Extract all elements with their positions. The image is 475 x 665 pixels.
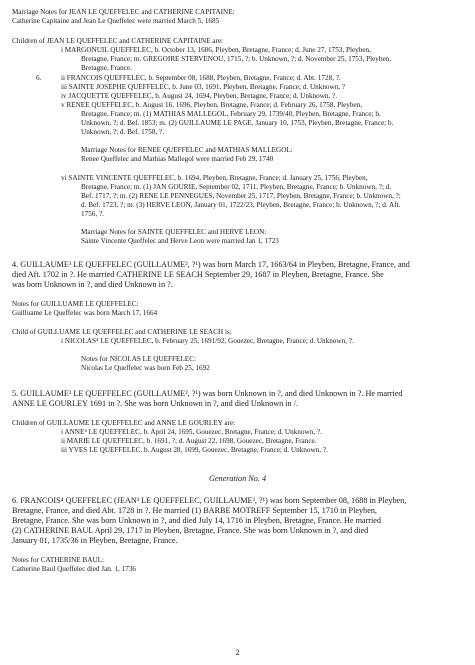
- text-line: ANNE LE GOURLEY 1691 in ?. She was born Unknown in ?, and died Unknown in /.: [12, 399, 298, 408]
- text-line: i NICOLAS⁴ LE QUEFFELEC, b. February 25, 1691/92, Gouezec, Bretagne, France; d. Unknown, ?.: [61, 337, 354, 345]
- text-line: Child of GUILLUAME LE QUEFFELEC and CATHERINE LE SEACH is:: [12, 328, 232, 336]
- text-line: vi SAINTE VINCENTE QUEFFELEC, b. 1694, Pleyben, Bretagne, France; d. January 25, 1756, Pleyben,: [61, 174, 368, 182]
- text-line: 1756, ?.: [81, 210, 104, 218]
- text-line: Children of GUILLAUME LE QUEFFELEC and ANNE LE GOURLEY are:: [12, 419, 236, 427]
- text-line: iv JACQUETTE QUEFFELEC, b. August 24, 1694, Pleyben, Bretagne, France; d. Unknown, ?.: [61, 92, 338, 100]
- text-line: 6.: [36, 74, 42, 82]
- text-line: Marriage Notes for JEAN LE QUEFFELEC and CATHERINE CAPITAINE:: [12, 8, 235, 16]
- text-line: (2) CATHERINE BAUL April 29, 1717 in Pleyben, Bretagne, France. She was born Unknown in ?, and died: [12, 526, 369, 535]
- text-line: Bretagne, France; m. GREGOIRE STERVENOU, 1715, ?; b. Unknown, ?; d. November 25, 1753, Pleyben,: [81, 55, 392, 63]
- text-line: Bef. 1717, ?; m. (2) RENE LE PENNEGUES, November 25, 1717, Pleyben, Bretagne, France; b. Unknown, ?;: [81, 192, 401, 200]
- text-line: 5. GUILLAUME³ LE QUEFFELEC (GUILLAUME², ?¹) was born Unknown in ?, and died Unknown in ?. He married: [12, 389, 403, 398]
- text-line: Bretagne, France; m. (1) JAN GOURIE, September 02, 1711, Pleyben, Bretagne, France; b. Unknown, ?; d.: [81, 183, 392, 191]
- page-number: 2: [235, 648, 240, 657]
- text-line: Nicolas Le Queffelec was born Feb 25, 1692: [81, 364, 210, 372]
- text-line: v RENEE QUEFFELEC, b. August 16, 1696, Pleyben, Bretagne, France; d. February 26, 1758, Pleyben,: [61, 101, 363, 109]
- text-line: January 01, 1735/36 in Pleyben, Bretagne, France.: [12, 536, 178, 545]
- text-line: Catherine Baul Queffelec died Jan. 1, 1736: [12, 565, 137, 573]
- text-line: Sainte Vincente Queffelec and Herve Leon were married Jan 1, 1723: [81, 237, 279, 245]
- text-line: Bretagne, France.: [81, 64, 132, 72]
- text-line: Bretagne, France; m. (1) MATHIAS MALLEGOL, February 29, 1739/40, Pleyben, Bretagne, France; b.: [81, 110, 381, 118]
- text-line: Marriage Notes for SAINTE QUEFFELEC and HERVE LEON:: [81, 228, 267, 236]
- text-line: Notes for GUILLUAME LE QUEFFELEC:: [12, 300, 139, 308]
- text-line: Marriage Notes for RENEE QUEFFELEC and MATHIAS MALLEGOL:: [81, 146, 293, 154]
- text-line: Guilluame Le Queffelec was born March 17, 1664: [12, 309, 158, 317]
- text-line: Bretagne, France, and died Abt. 1728 in ?. He married (1) BARBE MOTREFF September 15, 1710 in Pleyben,: [12, 506, 377, 515]
- generation-heading: Generation No. 4: [208, 474, 267, 483]
- text-line: Notes for CATHERINE BAUL:: [12, 556, 105, 564]
- text-line: ii FRANCOIS QUEFFELEC, b. September 08, 1688, Pleyben, Bretagne, France; d. Abt. 1728, ?.: [61, 74, 341, 82]
- text-line: Notes for NICOLAS LE QUEFFELEC:: [81, 355, 196, 363]
- text-line: ii MARIE LE QUEFFELEC, b. 1691, ?; d. August 22, 1698, Gouezec, Bretagne, France.: [61, 437, 317, 445]
- text-line: 4. GUILLAUME³ LE QUEFFELEC (GUILLAUME², ?¹) was born March 17, 1663/64 in Pleyben, Bretagne, France, and: [12, 260, 410, 269]
- text-line: was born Unknown in ?, and died Unknown in ?.: [12, 280, 173, 289]
- text-line: Bretagne, France. She was born Unknown in ?, and died July 14, 1716 in Pleyben, Bretagne, France. He married: [12, 516, 382, 525]
- text-line: i MARGONUIL QUEFFELEC, b. October 13, 1686, Pleyben, Bretagne, France; d. June 27, 1753, Pleyben,: [61, 46, 371, 54]
- text-line: died Aft. 1702 in ?. He married CATHERINE LE SEACH September 29, 1687 in Pleyben, Bretagne, France. She: [12, 270, 384, 279]
- text-line: i ANNE⁴ LE QUEFFELEC, b. April 24, 1695, Gouezec, Bretagne, France; d. Unknown, ?.: [61, 428, 322, 436]
- text-line: 6. FRANCOIS⁴ QUEFFELEC (JEAN³ LE QUEFFELEC, GUILLAUME², ?¹) was born September 08, 1688 in Pleyben,: [12, 496, 407, 505]
- text-line: d. Bef. 1723, ?; m. (3) HERVE LEON, January 01, 1722/23, Pleyben, Bretagne, France; b. Unknown, ?; d. Aft.: [81, 201, 401, 209]
- text-line: iii YVES LE QUEFFELEC, b. August 28, 1699, Gouezec, Bretagne, France; d. Unknown, ?.: [61, 446, 328, 454]
- text-line: Catherine Capitaine and Jean Le Queffelec were married March 5, 1685: [12, 17, 220, 25]
- text-line: Children of JEAN LE QUEFFELEC and CATHERINE CAPITAINE are:: [12, 37, 224, 45]
- text-line: Renee Queffelec and Mathias Mallegol were married Feb 29, 1740: [81, 155, 274, 163]
- text-line: iii SAINTE JOSEPHE QUEFFELEC, b. June 03, 1691, Pleyben, Bretagne, France; d. Unknown, ?: [61, 83, 346, 91]
- text-line: Unknown, ?; d. Bef. 1853; m. (2) GUILLAUME LE PAGE, January 10, 1753, Pleyben, Bretagne, France; b.: [81, 119, 394, 127]
- text-line: Unknown, ?; d. Bef. 1758, ?.: [81, 128, 165, 136]
